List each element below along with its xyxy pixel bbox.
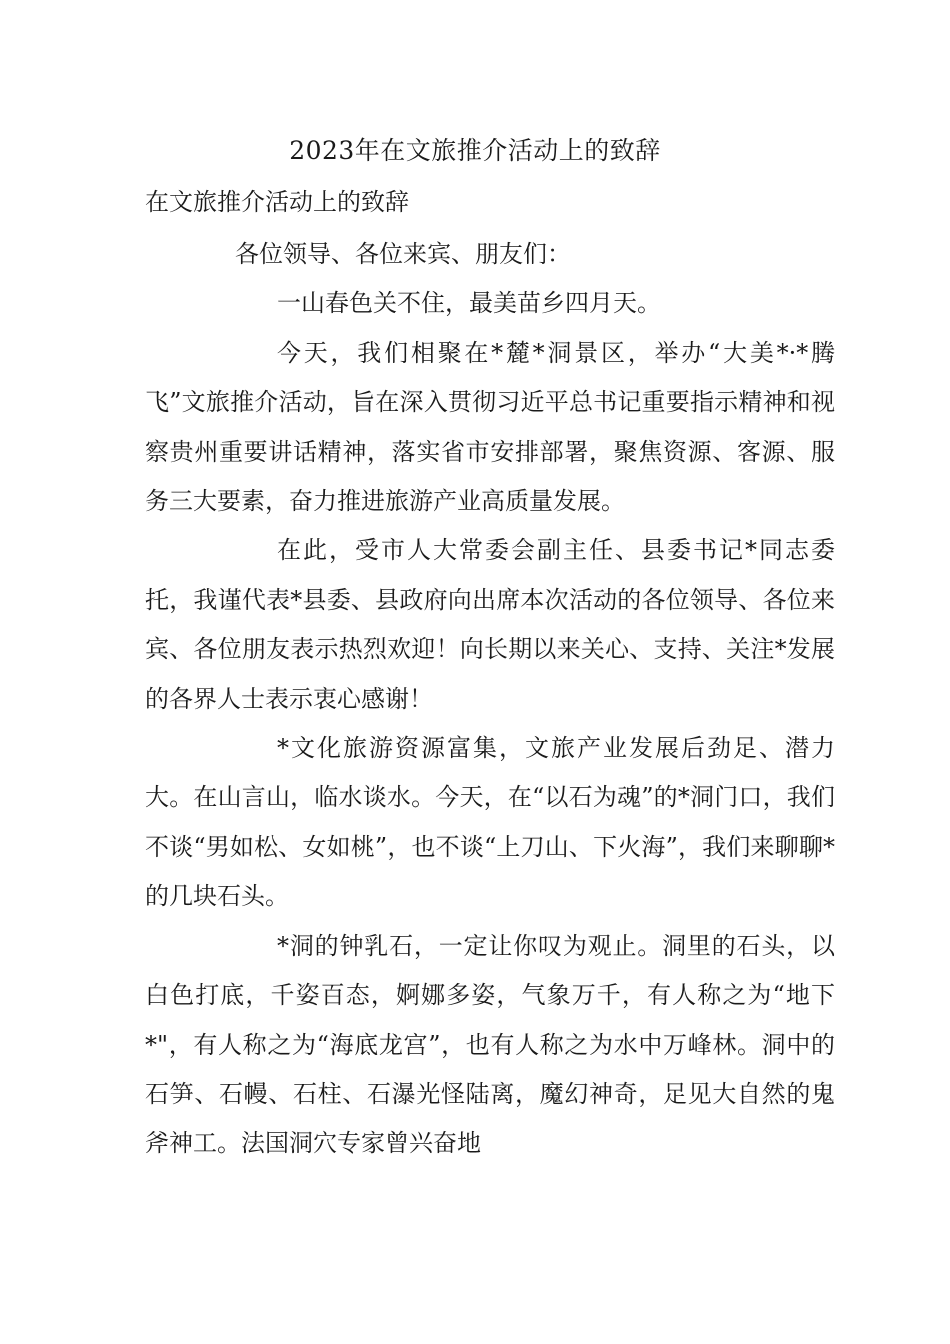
body-paragraph: *洞的钟乳石，一定让你叹为观止。洞里的石头，以白色打底，千姿百态，婀娜多姿，气象万千，有人称之为“地下*"，有人称之为“海底龙宫”，也有人称之为水中万峰林。洞中的石笋、石幔、石柱、石瀑光怪陆离，魔幻神奇，足见大自然的鬼斧神工。法国洞穴专家曾兴奋地 — [145, 931, 835, 1158]
greeting-paragraph: 各位领导、各位来宾、朋友们： — [235, 240, 571, 268]
body-paragraph: 今天，我们相聚在*麓*洞景区，举办“大美*·*腾飞”文旅推介活动，旨在深入贯彻习近平总书记重要指示精神和视察贵州重要讲话精神，落实省市安排部署，聚焦资源、客源、服务三大要素，奋力推进旅游产业高质量发展。 — [145, 338, 835, 516]
body-paragraph: *文化旅游资源富集，文旅产业发展后劲足、潜力大。在山言山，临水谈水。今天，在“以石为魂”的*洞门口，我们不谈“男如松、女如桃”，也不谈“上刀山、下火海”，我们来聊聊*的几块石头。 — [145, 734, 835, 911]
document-subtitle: 在文旅推介活动上的致辞 — [145, 188, 409, 216]
document-title: 2023年在文旅推介活动上的致辞 — [289, 136, 661, 165]
document-body — [145, 230, 835, 1169]
body-paragraph: 在此，受市人大常委会副主任、县委书记*同志委托，我谨代表*县委、县政府向出席本次活动的各位领导、各位来宾、各位朋友表示热烈欢迎！向长期以来关心、支持、关注*发展的各界人士表示衷心感谢！ — [145, 536, 835, 713]
body-paragraph: 一山春色关不住，最美苗乡四月天。 — [277, 289, 661, 318]
